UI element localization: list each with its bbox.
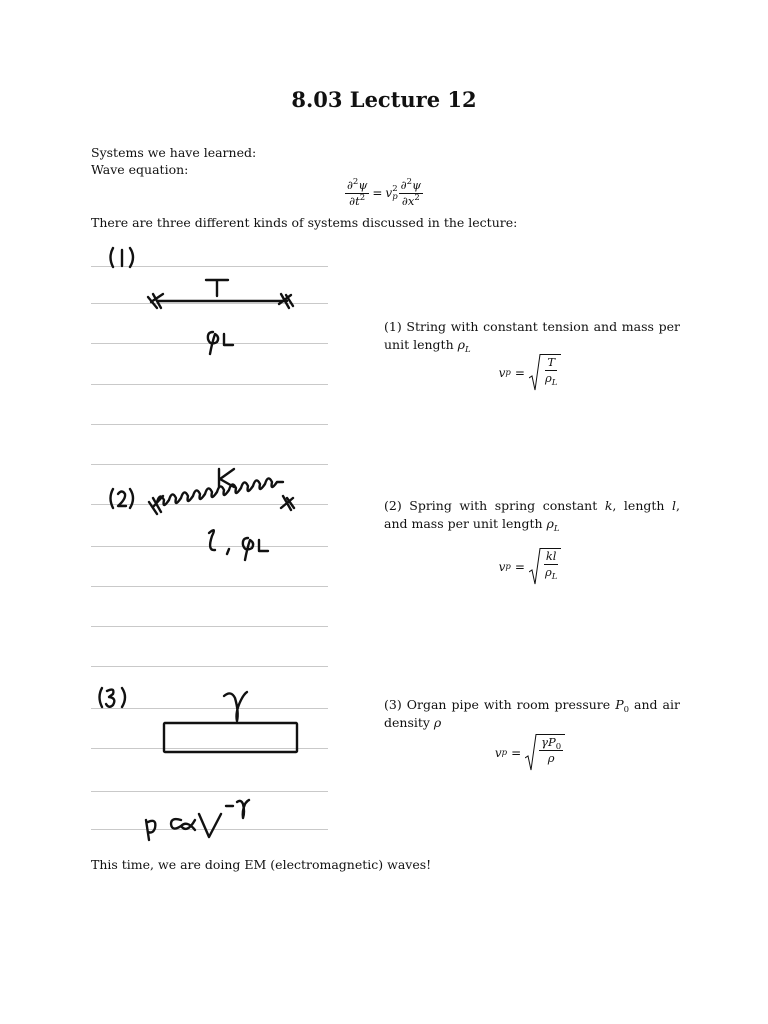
system-1-velocity-formula: v p = $\frac{T}{\rho_L}$ (480, 352, 580, 394)
system-1-description: (1) String with constant tension and mass per unit length $\rho_L$ (384, 319, 680, 355)
closing-line: This time, we are doing EM (electromagnetic) waves! (91, 857, 432, 872)
intro-wave-line: Wave equation: (91, 162, 189, 177)
sketch-drawings (91, 236, 328, 842)
handwritten-sketch (91, 236, 328, 842)
kinds-line: There are three different kinds of systems discussed in the lecture: (91, 215, 518, 230)
intro-systems-line: Systems we have learned: (91, 145, 257, 160)
system-2-velocity-formula: v p = $\frac{kl}{\rho_L}$ (480, 546, 580, 588)
wave-equation: $\frac{\partial^2\psi}{\partial t^2}$ = v 2 p $\frac{\partial^2\psi}{\partial x^2}$ (346, 176, 422, 208)
system-3-description: (3) Organ pipe with room pressure $P_0$ and air density ρ (384, 697, 680, 730)
system-2-description: (2) Spring with spring constant k, length l, and mass per unit length $\rho_L$ (384, 498, 680, 534)
page-title: 8.03 Lecture 12 (291, 87, 477, 112)
system-3-velocity-formula: v p = $\frac{\gamma P_0}{\rho}$ (478, 732, 582, 774)
